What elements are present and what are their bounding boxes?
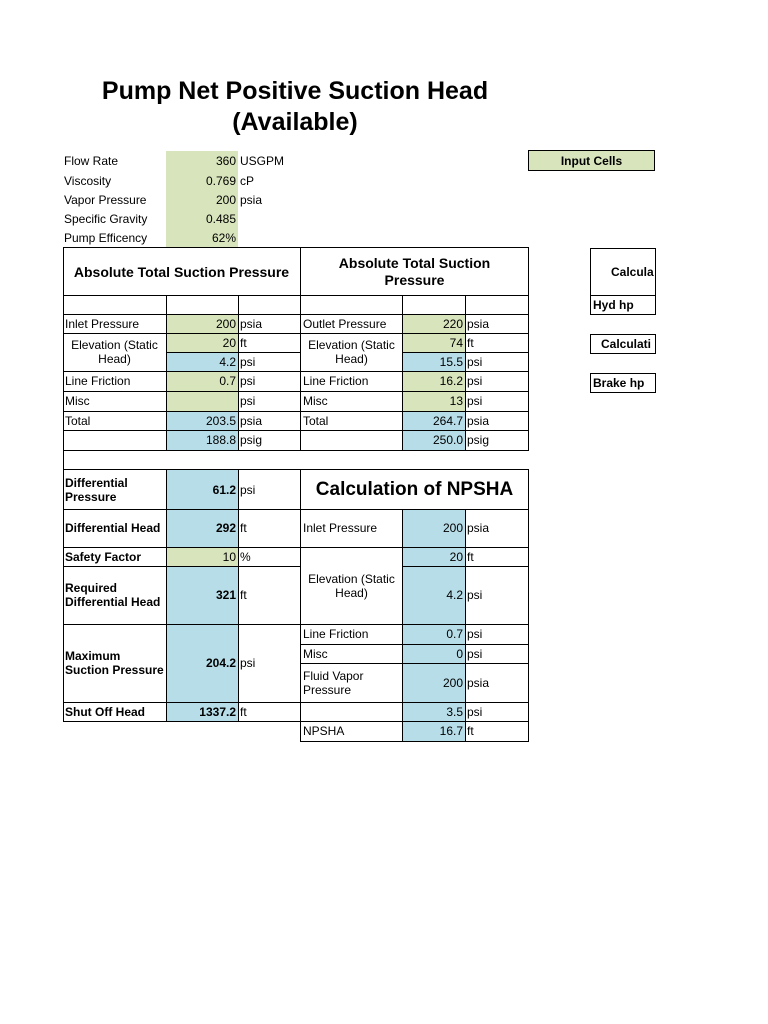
calc-panel-1-title: Calcula [590,248,656,296]
npsha-elevation-ft-unit: ft [467,549,474,564]
discharge-total-psig-unit: psig [467,433,490,447]
pump-efficiency-label: Pump Efficency [64,231,148,245]
flow-rate-label: Flow Rate [64,154,119,168]
npsha-misc-value: 0 [456,646,463,661]
npsha-result-value: 16.7 [439,724,463,738]
discharge-total-label: Total [303,413,329,428]
suction-friction-unit: psi [240,374,256,388]
differential-pressure-value: 61.2 [212,482,236,497]
npsha-misc-label: Misc [303,646,328,661]
suction-inlet-value[interactable]: 200 [215,316,236,331]
npsha-misc-unit: psi [467,646,483,661]
suction-elevation-psi: 4.2 [219,354,236,369]
hyd-hp-label: Hyd hp [590,295,656,315]
flow-rate-input[interactable]: 360 [166,151,238,171]
differential-head-label: Differential Head [65,521,161,535]
npsha-elevation-label: Elevation (Static Head) [308,571,395,600]
suction-misc-label: Misc [65,394,90,408]
suction-total-unit: psia [240,413,263,428]
suction-misc-value[interactable] [166,391,238,411]
npsha-elevation-psi-unit: psi [467,588,483,602]
shut-off-head-value: 1337.2 [199,704,236,719]
discharge-elevation-psi-unit: psi [467,354,483,369]
npsha-inlet-label: Inlet Pressure [303,521,378,535]
npsha-net-unit: psi [467,704,483,719]
npsha-vapor-unit: psia [467,675,490,690]
discharge-total-psig: 250.0 [432,433,463,447]
flow-rate-unit: USGPM [240,154,285,168]
discharge-total-unit: psia [467,413,490,428]
suction-misc-unit: psi [240,394,256,408]
discharge-header: Absolute Total Suction Pressure [338,254,491,288]
discharge-friction-value[interactable]: 16.2 [439,374,463,388]
discharge-elevation-label: Elevation (Static Head) [308,338,395,366]
vapor-pressure-unit: psia [240,193,263,207]
discharge-misc-value[interactable]: 13 [449,394,463,408]
npsha-friction-unit: psi [467,627,483,641]
discharge-friction-unit: psi [467,374,483,388]
differential-pressure-label: Differential Pressure [65,475,128,504]
differential-head-value: 292 [215,521,236,535]
pump-efficiency-input[interactable]: 62% [166,228,238,248]
shut-off-head-unit: ft [240,704,247,719]
calc-panel-2-title: Calculati [590,334,656,354]
specific-gravity-label: Specific Gravity [64,212,148,226]
suction-header: Absolute Total Suction Pressure [73,263,290,280]
npsha-friction-value: 0.7 [446,627,463,641]
suction-inlet-label: Inlet Pressure [65,316,140,331]
npsha-inlet-unit: psia [467,521,490,535]
safety-factor-unit: % [240,549,251,564]
title-line-2: (Available) [232,108,358,136]
discharge-friction-label: Line Friction [303,374,369,388]
brake-hp-label: Brake hp [590,373,656,393]
suction-elevation-ft[interactable]: 20 [222,335,236,350]
npsha-result-unit: ft [467,724,474,738]
suction-friction-label: Line Friction [65,374,131,388]
suction-inlet-unit: psia [240,316,263,331]
viscosity-label: Viscosity [64,174,112,188]
page-title [60,76,530,138]
npsha-friction-label: Line Friction [303,627,369,641]
discharge-outlet-label: Outlet Pressure [303,316,387,331]
differential-head-unit: ft [240,521,247,535]
safety-factor-label: Safety Factor [65,549,142,564]
npsha-elevation-psi: 4.2 [446,588,463,602]
npsha-result-label: NPSHA [303,724,345,738]
vapor-pressure-label: Vapor Pressure [64,193,147,207]
safety-factor-input[interactable]: 10 [222,549,236,564]
discharge-misc-unit: psi [467,394,483,408]
discharge-elevation-ft-unit: ft [467,335,474,350]
discharge-total-value: 264.7 [432,413,463,428]
suction-total-label: Total [65,413,91,428]
suction-total-psig-unit: psig [240,433,263,447]
discharge-outlet-value[interactable]: 220 [442,316,463,331]
required-differential-head-label: Required Differential Head [65,581,161,609]
shut-off-head-label: Shut Off Head [65,704,145,719]
viscosity-unit: cP [240,174,255,188]
discharge-misc-label: Misc [303,394,328,408]
maximum-suction-pressure-unit: psi [240,656,256,670]
maximum-suction-pressure-label: Maximum Suction Pressure [65,649,164,677]
npsha-header: Calculation of NPSHA [315,478,514,500]
discharge-elevation-ft[interactable]: 74 [449,335,463,350]
required-differential-head-value: 321 [215,588,236,602]
input-cells-legend: Input Cells [528,150,655,171]
discharge-outlet-unit: psia [467,316,490,331]
specific-gravity-input[interactable]: 0.485 [166,209,238,229]
npsha-vapor-label: Fluid Vapor Pressure [303,668,364,697]
viscosity-input[interactable]: 0.769 [166,171,238,191]
suction-friction-value[interactable]: 0.7 [219,374,236,388]
npsha-inlet-value: 200 [442,521,463,535]
differential-pressure-unit: psi [240,482,256,497]
suction-elevation-label: Elevation (Static Head) [71,338,158,366]
suction-elevation-ft-unit: ft [240,335,247,350]
npsha-vapor-value: 200 [442,675,463,690]
suction-total-psig: 188.8 [205,433,236,447]
suction-elevation-psi-unit: psi [240,354,256,369]
vapor-pressure-input[interactable]: 200 [166,190,238,210]
suction-total-value: 203.5 [205,413,236,428]
maximum-suction-pressure-value: 204.2 [205,656,236,670]
title-line-1: Pump Net Positive Suction Head [101,77,489,105]
required-differential-head-unit: ft [240,588,247,602]
discharge-elevation-psi: 15.5 [439,354,463,369]
npsha-elevation-ft: 20 [449,549,463,564]
npsha-net-value: 3.5 [446,704,463,719]
